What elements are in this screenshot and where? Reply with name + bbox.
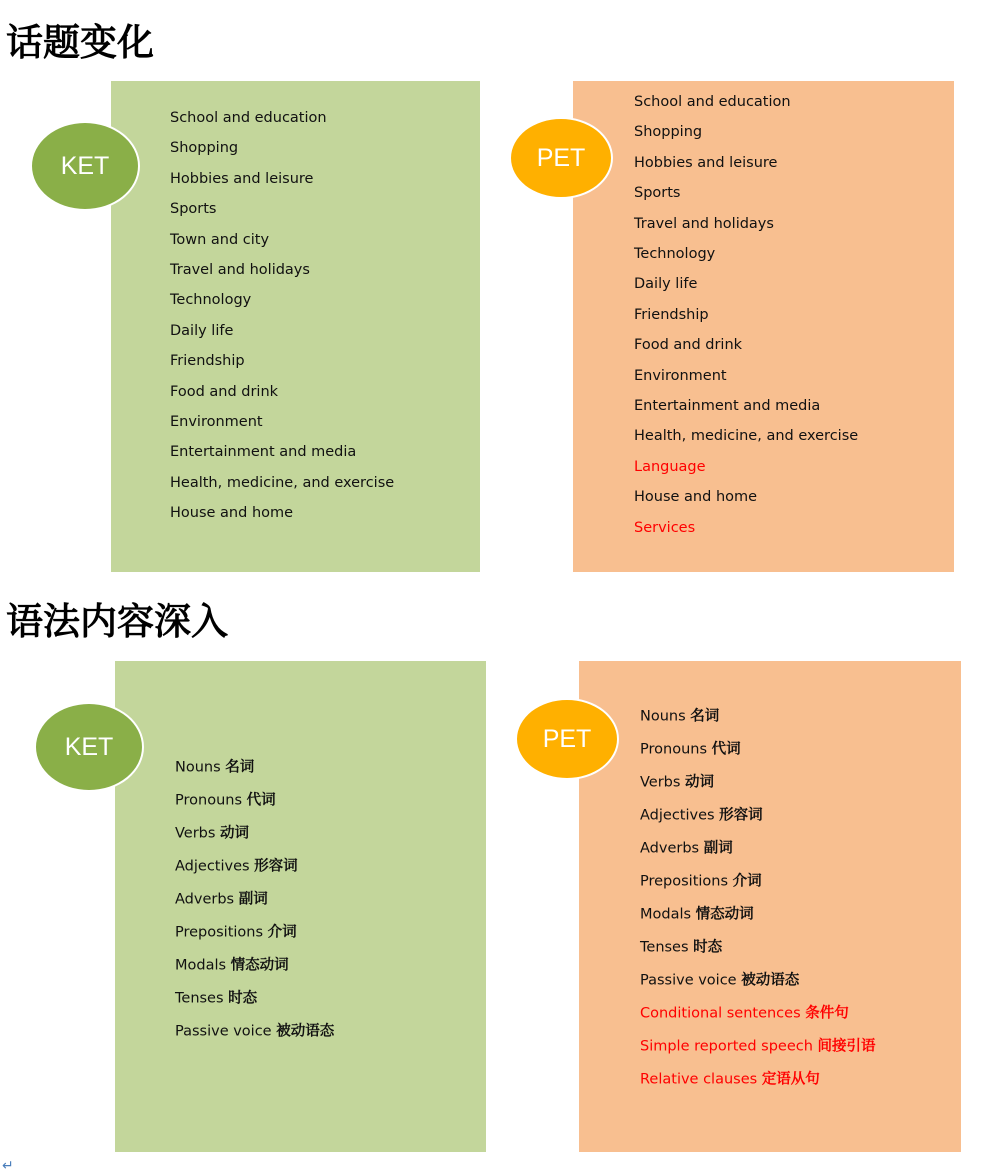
list-item: [640, 870, 762, 891]
item-zh: 被动语态: [276, 1023, 335, 1040]
list-item: [640, 969, 799, 990]
list-item: [170, 262, 310, 278]
list-item: [175, 789, 276, 810]
list-item: [640, 771, 714, 792]
item-en: Services: [634, 519, 696, 536]
item-zh: 名词: [225, 759, 255, 776]
item-en: Passive voice: [640, 972, 742, 989]
list-item: [170, 505, 293, 521]
item-zh: 间接引语: [817, 1038, 876, 1055]
list-item: [634, 337, 742, 353]
list-item: [640, 1002, 849, 1023]
item-en: Prepositions: [640, 873, 733, 890]
item-en: Hobbies and leisure: [634, 154, 778, 171]
item-zh: 时态: [693, 939, 723, 956]
item-zh: 副词: [703, 840, 733, 857]
list-item: [640, 738, 741, 759]
list-item: [175, 756, 254, 777]
item-en: Prepositions: [175, 924, 268, 941]
list-item: [634, 489, 757, 505]
item-zh: 动词: [685, 774, 715, 791]
item-zh: 代词: [246, 792, 276, 809]
item-en: House and home: [170, 505, 294, 522]
item-en: Verbs: [640, 774, 686, 791]
item-en: Shopping: [170, 140, 239, 157]
list-item: [640, 936, 722, 957]
list-item: [175, 1020, 334, 1041]
item-en: School and education: [634, 94, 791, 110]
list-item: [170, 475, 394, 491]
list-item: [175, 855, 298, 876]
item-zh: 形容词: [254, 858, 298, 875]
item-en: Daily life: [170, 322, 234, 339]
list-item: [634, 520, 695, 536]
item-zh: 定语从句: [761, 1071, 820, 1088]
item-en: Sports: [170, 201, 217, 218]
item-en: Environment: [170, 414, 263, 430]
list-item: [640, 705, 719, 726]
item-zh: 被动语态: [741, 972, 800, 989]
item-zh: 条件句: [805, 1005, 849, 1022]
list-item: [170, 444, 356, 460]
item-en: Tenses: [640, 939, 694, 956]
list-item: [634, 94, 791, 110]
ket-topics-panel: [111, 81, 480, 572]
list-item: [634, 398, 820, 414]
list-item: [170, 323, 233, 339]
list-item: [170, 384, 278, 400]
item-en: Town and city: [170, 231, 270, 248]
item-en: Travel and holidays: [634, 215, 774, 232]
list-item: [170, 353, 245, 369]
list-item: [634, 155, 777, 171]
item-zh: 名词: [690, 708, 720, 725]
list-item: [640, 1068, 820, 1089]
list-item: [175, 921, 297, 942]
item-en: Language: [634, 458, 706, 475]
item-en: Travel and holidays: [170, 262, 310, 278]
ket-grammar-badge: KET: [34, 702, 144, 792]
list-item: [175, 987, 257, 1008]
item-en: School and education: [170, 110, 327, 126]
list-item: [634, 428, 858, 444]
item-zh: 介词: [732, 873, 762, 890]
list-item: [634, 307, 709, 323]
item-en: House and home: [634, 489, 758, 506]
item-en: Entertainment and media: [634, 398, 821, 414]
item-en: Friendship: [170, 353, 245, 370]
list-item: [634, 276, 697, 292]
item-en: Sports: [634, 185, 681, 202]
item-en: Environment: [634, 367, 727, 384]
item-en: Pronouns: [640, 741, 712, 758]
ket-grammar-panel: [115, 661, 486, 1152]
topics-heading: 话题变化: [6, 21, 154, 64]
item-en: Passive voice: [175, 1023, 277, 1040]
item-en: Simple reported speech: [640, 1038, 818, 1055]
item-zh: 形容词: [719, 807, 763, 824]
return-mark-icon: ↵: [2, 1158, 14, 1174]
list-item: [175, 888, 268, 909]
item-en: Modals: [640, 906, 696, 923]
item-en: Modals: [175, 957, 231, 974]
pet-grammar-badge: PET: [515, 698, 619, 780]
list-item: [170, 232, 269, 248]
item-en: Conditional sentences: [640, 1005, 806, 1022]
item-en: Technology: [170, 292, 252, 309]
ket-badge: KET: [30, 121, 140, 211]
item-en: Tenses: [175, 990, 229, 1007]
item-zh: 情态动词: [230, 957, 289, 974]
item-zh: 情态动词: [695, 906, 754, 923]
item-en: Daily life: [634, 276, 698, 293]
item-en: Nouns: [175, 759, 226, 776]
list-item: [170, 171, 313, 187]
item-en: Adverbs: [175, 891, 239, 908]
pet-badge: PET: [509, 117, 613, 199]
item-en: Relative clauses: [640, 1071, 762, 1088]
item-en: Adverbs: [640, 840, 704, 857]
list-item: [634, 216, 774, 232]
list-item: [640, 903, 754, 924]
item-en: Adjectives: [640, 807, 720, 824]
item-en: Friendship: [634, 306, 709, 323]
list-item: [170, 140, 238, 156]
list-item: [170, 414, 263, 430]
item-en: Adjectives: [175, 858, 255, 875]
list-item: [640, 1035, 876, 1056]
item-zh: 介词: [267, 924, 297, 941]
item-zh: 副词: [238, 891, 268, 908]
grammar-heading: 语法内容深入: [6, 600, 228, 643]
item-en: Food and drink: [634, 337, 743, 354]
list-item: [640, 837, 733, 858]
item-en: Hobbies and leisure: [170, 170, 314, 187]
list-item: [634, 246, 715, 262]
item-en: Technology: [634, 246, 716, 262]
item-en: Verbs: [175, 825, 221, 842]
list-item: [640, 804, 763, 825]
list-item: [170, 292, 251, 308]
item-en: Shopping: [634, 124, 703, 141]
item-zh: 动词: [220, 825, 250, 842]
list-item: [175, 954, 289, 975]
item-en: Entertainment and media: [170, 444, 357, 461]
item-en: Pronouns: [175, 792, 247, 809]
list-item: [170, 110, 327, 126]
item-en: Health, medicine, and exercise: [634, 428, 859, 445]
list-item: [175, 822, 249, 843]
item-en: Health, medicine, and exercise: [170, 474, 395, 491]
list-item: [634, 368, 727, 384]
item-zh: 代词: [711, 741, 741, 758]
list-item: [634, 459, 706, 475]
item-en: Food and drink: [170, 383, 279, 400]
item-en: Nouns: [640, 708, 691, 725]
list-item: [634, 185, 680, 201]
item-zh: 时态: [228, 990, 258, 1007]
list-item: [634, 124, 702, 140]
list-item: [170, 201, 216, 217]
